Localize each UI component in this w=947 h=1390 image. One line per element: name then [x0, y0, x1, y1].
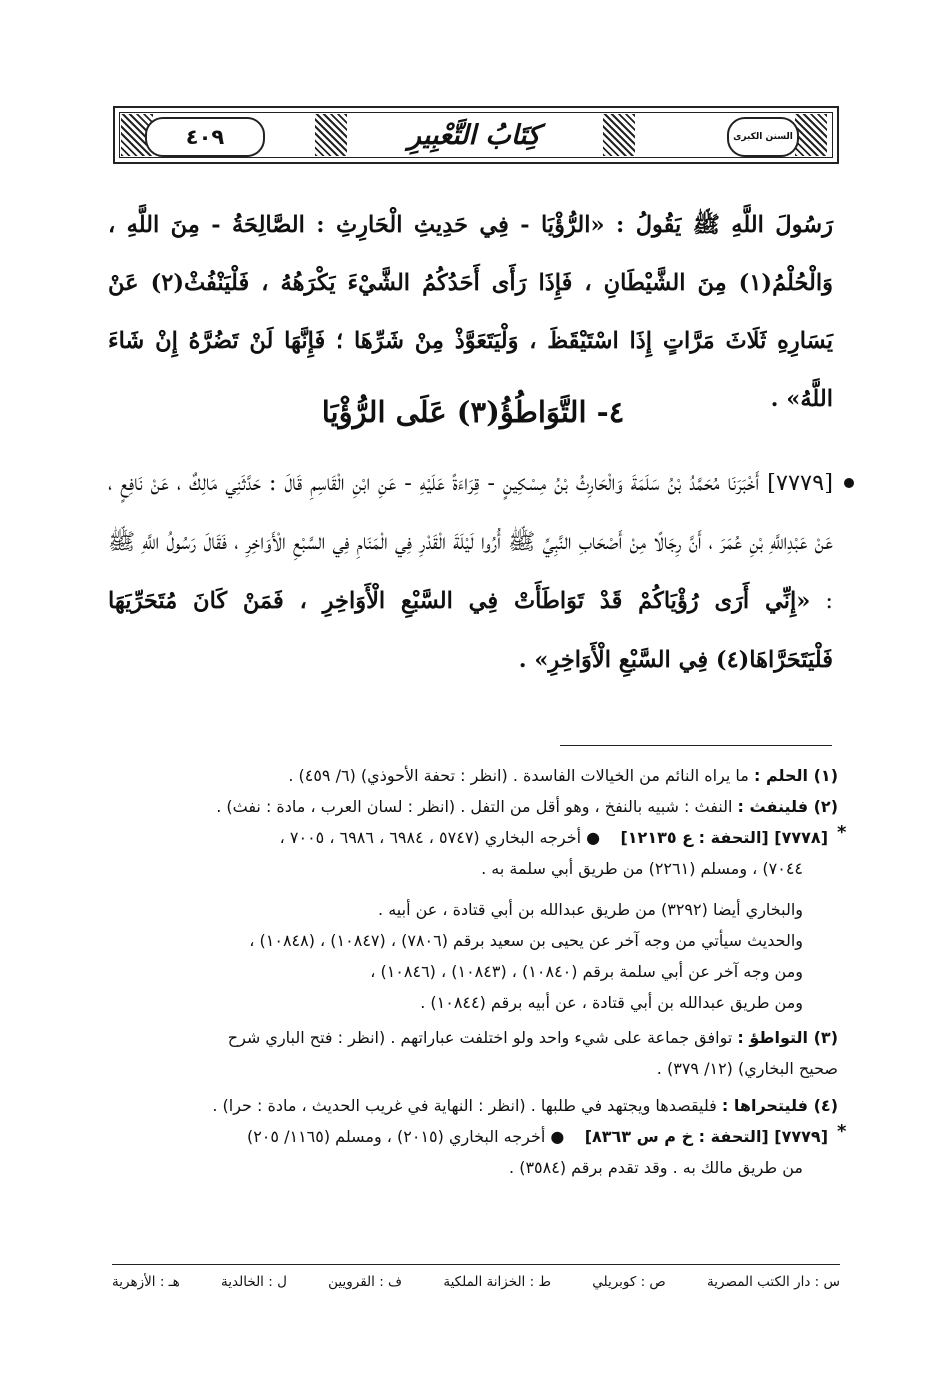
takhrij-7779-line-2: من طريق مالك به . وقد تقدم برقم (٣٥٨٤) .	[509, 1158, 803, 1177]
takhrij-7778-text-1: ● أخرجه البخاري (٥٧٤٧ ، ٦٩٨٤ ، ٦٩٨٦ ، ٧٠٠٥ ،	[279, 828, 601, 847]
takhrij-7779-text-1: ● أخرجه البخاري (٢٠١٥) ، ومسلم (١١٦٥/ ٢٠٥)	[246, 1127, 565, 1146]
footnote-4-text: فليقصدها ويجتهد في طلبها . (انظر : النهاية في غريب الحديث ، مادة : حرا) .	[212, 1096, 717, 1115]
footnote-3-term: (٣) التواطؤ :	[737, 1028, 838, 1047]
siglum-item: ص : كوبريلي	[592, 1274, 666, 1290]
takhrij-star-icon-2: *	[837, 1121, 847, 1142]
siglum-item: ف : القرويين	[328, 1274, 403, 1290]
takhrij-7778-line-6: ومن طريق عبدالله بن أبي قتادة ، عن أبيه برقم (١٠٨٤٤) .	[420, 993, 803, 1012]
takhrij-7778-line-5: ومن وجه آخر عن أبي سلمة برقم (١٠٨٤٠) ، (١٠٨٤٣) ، (١٠٨٤٦) ،	[370, 962, 803, 981]
siglum-item: ط : الخزانة الملكية	[443, 1274, 551, 1290]
footnote-4	[108, 1090, 838, 1121]
takhrij-7779-line-1	[108, 1121, 828, 1152]
chapter-heading: ٤- التَّوَاطُؤُ(٣) عَلَى الرُّؤْيَا	[321, 395, 625, 429]
takhrij-star-icon: *	[837, 822, 847, 843]
footnote-1-text: ما يراه النائم من الخيالات الفاسدة . (انظر : تحفة الأحوذي) (٦/ ٤٥٩) .	[288, 766, 749, 785]
siglum-item: هـ : الأزهرية	[112, 1274, 180, 1290]
footnote-1-term: (١) الحلم :	[753, 766, 838, 785]
sigla-divider	[112, 1264, 840, 1265]
footnote-4-term: (٤) فليتحراها :	[721, 1096, 838, 1115]
ornament-mid-right-icon	[603, 114, 635, 156]
page-header	[113, 106, 839, 164]
hadith-continuation: رَسُولَ اللَّهِ ﷺ يَقُولُ : «الرُّؤْيَا - فِي حَدِيثِ الْحَارِثِ : الصَّالِحَةُ - مِنَ اللَّهِ ، وَالْحُلْمُ(١) مِنَ الشَّيْطَانِ ، فَإِذَا رَأَى أَحَدُكُمُ الشَّيْءَ يَكْرَهُهُ ، فَلْيَنْفُثْ(٢) عَنْ يَسَارِهِ ثَلَاثَ مَرَّاتٍ إِذَا اسْتَيْقَظَ ، وَلْيَتَعَوَّذْ مِنْ شَرِّهَا ؛ فَإِنَّهَا لَنْ تَضُرَّهُ إِنْ شَاءَ اللَّهُ» .	[108, 212, 833, 412]
hadith-7779-chain: [٧٧٧٩] أَخْبَرَنَا مُحَمَّدُ بْنُ سَلَمَةَ وَالْحَارِثُ بْنُ مِسْكِينٍ - قِرَاءَةً عَلَيْهِ - عَنِ ابْنِ الْقَاسِمِ قَالَ : حَدَّثَنِي مَالِكٌ ، عَنْ نَافِعٍ ، عَنْ عَبْدِاللَّهِ بْنِ عُمَرَ ، أَنَّ رِجَالًا مِنْ أَصْحَابِ النَّبِيِّ ﷺ أُرُوا لَيْلَةَ الْقَدْرِ فِي الْمَنَامِ فِي السَّبْعِ الْأَوَاخِرِ ، فَقَالَ رَسُولُ اللَّهِ ﷺ :	[108, 470, 833, 614]
takhrij-7778-line-4: والحديث سيأتي من وجه آخر عن يحيى بن سعيد برقم (٧٨٠٦) ، (١٠٨٤٧) ، (١٠٨٤٨) ،	[249, 931, 803, 950]
takhrij-7778-ref: [٧٧٧٨] [التحفة : ع ١٢١٣٥]	[620, 828, 828, 847]
page-number: ٤٠٩	[145, 117, 265, 157]
takhrij-7779-ref: [٧٧٧٩] [التحفة : خ م س ٨٣٦٣]	[584, 1127, 828, 1146]
footnote-2-term: (٢) فلينفث :	[737, 797, 838, 816]
bullet-icon	[844, 478, 854, 488]
footnote-3	[108, 1022, 838, 1053]
ornament-right-icon	[795, 114, 827, 156]
footnote-divider	[560, 745, 832, 746]
takhrij-7778-line-2: ٧٠٤٤) ، ومسلم (٢٢٦١) من طريق أبي سلمة به .	[481, 859, 803, 878]
ornament-mid-left-icon	[315, 114, 347, 156]
hadith-7779-quote: «إِنِّي أَرَى رُؤْيَاكُمْ قَدْ تَوَاطَأَتْ فِي السَّبْعِ الْأَوَاخِرِ ، فَمَنْ كَانَ مُتَحَرِّيَهَا فَلْيَتَحَرَّاهَا(٤) فِي السَّبْعِ الْأَوَاخِرِ» .	[108, 588, 833, 673]
takhrij-7778-line-1	[108, 822, 828, 853]
book-title: كِتَابُ التَّعْبِيرِ	[407, 119, 541, 151]
footnote-1	[108, 760, 838, 791]
takhrij-7778-line-3: والبخاري أيضا (٣٢٩٢) من طريق عبدالله بن أبي قتادة ، عن أبيه .	[378, 900, 803, 919]
book-seal-logo: السنن الكبرى	[727, 117, 799, 157]
manuscript-sigla	[112, 1274, 840, 1300]
footnote-2-text: النفث : شبيه بالنفخ ، وهو أقل من التفل . (انظر : لسان العرب ، مادة : نفث) .	[216, 797, 733, 816]
hadith-7779	[108, 454, 833, 690]
footnote-3-text: توافق جماعة على شيء واحد ولو اختلفت عباراتهم . (انظر : فتح الباري شرح	[227, 1028, 733, 1047]
siglum-item: س : دار الكتب المصرية	[707, 1274, 840, 1290]
footnote-3-line-2: صحيح البخاري) (١٢/ ٣٧٩) .	[656, 1059, 838, 1078]
siglum-item: ل : الخالدية	[221, 1274, 287, 1290]
footnote-2	[108, 791, 838, 822]
